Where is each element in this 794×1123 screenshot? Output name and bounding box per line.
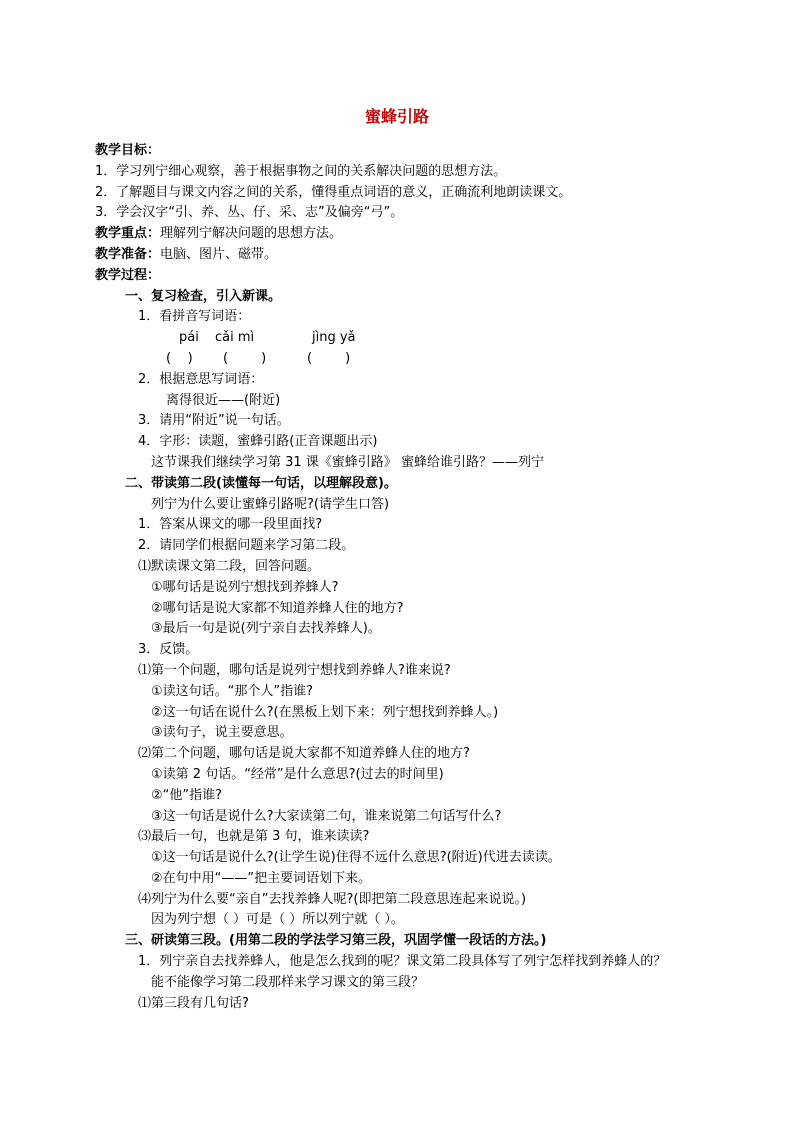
pinyin-word: cǎi mì xyxy=(215,330,255,346)
section2-q4: ⑷列宁为什么要“亲自”去找养蜂人呢?(即把第二段意思连起来说说。) xyxy=(138,891,527,907)
prep-label: 教学准备： xyxy=(95,246,161,262)
section2-q3-item: ②在句中用“——”把主要词语划下来。 xyxy=(151,870,372,886)
process-heading: 教学过程： xyxy=(95,267,161,283)
answer-blank: ( ) xyxy=(307,350,351,366)
section2-sub1-item: ③最后一句是说(列宁亲自去找养蜂人)。 xyxy=(151,621,381,637)
document-title: 蜜蜂引路 xyxy=(364,107,429,126)
key-point xyxy=(95,224,735,245)
section1-item1: 1．看拼音写词语： xyxy=(138,309,251,325)
section3-item1: 1．列宁亲自去找养蜂人，他是怎么找到的呢？课文第二段具体写了列宁怎样找到养蜂人的？ xyxy=(138,954,667,970)
key-point-text: 理解列宁解决问题的思想方法。 xyxy=(160,226,343,242)
section2-q4-sub: 因为列宁想（ ）可是（ ）所以列宁就（ ）。 xyxy=(151,912,404,928)
pinyin-word: pái xyxy=(179,330,199,346)
section2-sub1-item: ②哪句话是说大家都不知道养蜂人住的地方? xyxy=(151,600,404,616)
goal-item: 2．了解题目与课文内容之间的关系，懂得重点词语的意义，正确流利地朗读课文。 xyxy=(95,184,572,200)
answer-blanks-row xyxy=(95,349,735,370)
answer-blank: ( ) xyxy=(166,350,193,366)
prep-text: 电脑、图片、磁带。 xyxy=(160,246,278,262)
pinyin-row xyxy=(95,328,735,349)
section2-q3-item: ①这一句话是说什么?(让学生说)住得不远什么意思?(附近)代进去读读。 xyxy=(151,850,561,866)
section2-q3: ⑶最后一句，也就是第 3 句，谁来读读? xyxy=(138,829,370,845)
section2-q2-item: ③这一句话是说什么?大家读第二句，谁来说第二句话写什么? xyxy=(151,808,502,824)
section2-heading: 二、带读第二段(读懂每一句话，以理解段意)。 xyxy=(125,475,397,491)
section1-heading: 一、复习检查，引入新课。 xyxy=(125,288,282,304)
pinyin-word: jìng yǎ xyxy=(312,330,356,346)
section2-item3: 3．反馈。 xyxy=(138,642,199,658)
goal-item: 1．学习列宁细心观察，善于根据事物之间的关系解决问题的思想方法。 xyxy=(95,163,507,179)
section3-item1-cont: 能不能像学习第二段那样来学习课文的第三段？ xyxy=(151,974,425,990)
key-point-label: 教学重点： xyxy=(95,226,161,242)
section2-sub1-item: ①哪句话是说列宁想找到养蜂人? xyxy=(151,579,339,595)
section1-item2: 2．根据意思写词语： xyxy=(138,371,264,387)
section2-item2: 2．请同学们根据问题来学习第二段。 xyxy=(138,538,355,554)
section3-heading: 三、研读第三段。(用第二段的学法学习第三段，巩固学懂一段话的方法。) xyxy=(125,933,547,949)
section2-q1: ⑴第一个问题，哪句话是说列宁想找到养蜂人?谁来说? xyxy=(138,662,451,678)
goal-item: 3．学会汉字“引、养、丛、仔、采、志”及偏旁“弓”。 xyxy=(95,205,404,221)
section3-sub1: ⑴第三段有几句话? xyxy=(138,995,249,1011)
goals-heading: 教学目标： xyxy=(95,143,161,158)
preparation xyxy=(95,245,735,266)
section2-q1-item: ①读这句话。“那个人”指谁? xyxy=(151,683,314,699)
section2-intro: 列宁为什么要让蜜蜂引路呢?(请学生口答) xyxy=(151,496,390,512)
section2-sub1: ⑴默读课文第二段，回答问题。 xyxy=(138,558,321,574)
answer-blank: ( ) xyxy=(223,350,267,366)
section1-item4-sub: 这节课我们继续学习第 31 课《蜜蜂引路》 蜜蜂给谁引路？——列宁 xyxy=(151,454,544,470)
section1-item2-sub: 离得很近——(附近) xyxy=(166,392,281,408)
section2-q2-item: ②“他”指谁? xyxy=(151,787,223,803)
section1-item4: 4．字形：读题，蜜蜂引路(正音课题出示) xyxy=(138,434,378,450)
section2-q2: ⑵第二个问题，哪句话是说大家都不知道养蜂人住的地方? xyxy=(138,746,470,762)
section2-q1-item: ③读句子，说主要意思。 xyxy=(151,725,293,741)
section2-q1-item: ②这一句话在说什么?(在黑板上划下来：列宁想找到养蜂人。) xyxy=(151,704,499,720)
section2-q2-item: ①读第 2 句话。“经常”是什么意思?(过去的时间里) xyxy=(151,766,444,782)
section1-item3: 3．请用“附近”说一句话。 xyxy=(138,413,290,429)
document-body xyxy=(95,141,735,1014)
section2-item1: 1．答案从课文的哪一段里面找? xyxy=(138,517,323,533)
